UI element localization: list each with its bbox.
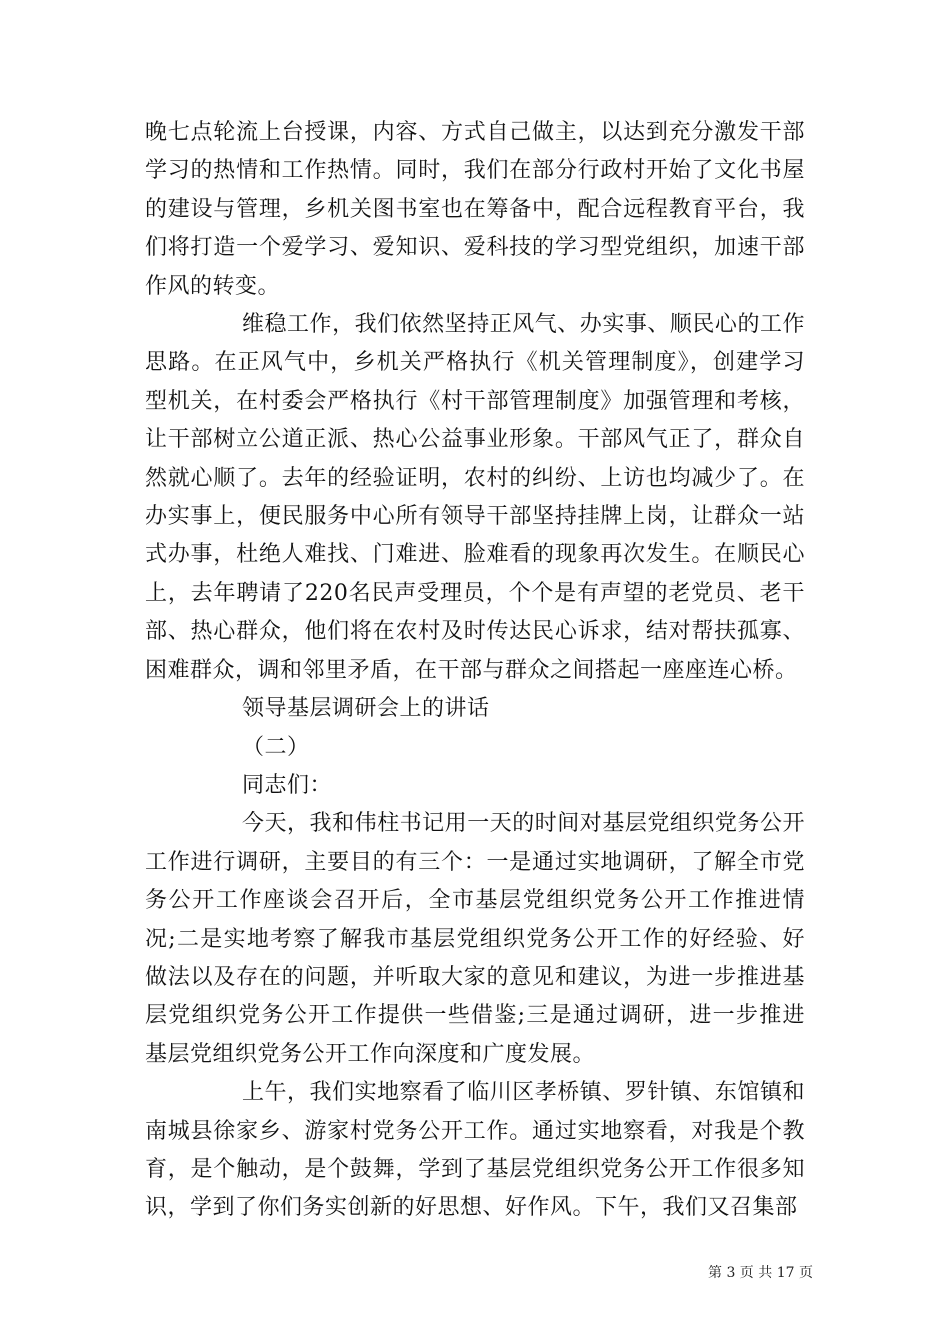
salutation: 同志们： bbox=[242, 772, 333, 798]
document-body bbox=[145, 114, 805, 1228]
paragraph-research-purpose: 今天，我和伟柱书记用一天的时间对基层党组织党务公开工作进行调研，主要目的有三个：一是通过实地调研，了解全市党务公开工作座谈会召开后，全市基层党组织党务公开工作推进情况;二是实地考察了解我市基层党组织党务公开工作的好经验、好做法以及存在的问题，并听取大家的意见和建议，为进一步推进基层党组织党务公开工作提供一些借鉴;三是通过调研，进一步推进基层党组织党务公开工作向深度和广度发展。 bbox=[145, 811, 805, 1067]
paragraph-continued-study: 晚七点轮流上台授课，内容、方式自己做主，以达到充分激发干部学习的热情和工作热情。同时，我们在部分行政村开始了文化书屋的建设与管理，乡机关图书室也在筹备中，配合远程教育平台，我们将打造一个爱学习、爱知识、爱科技的学习型党组织，加速干部作风的转变。 bbox=[145, 120, 805, 299]
page-number-footer: 第 3 页 共 17 页 bbox=[708, 1265, 813, 1281]
section-number: （二） bbox=[242, 734, 310, 760]
paragraph-morning-visit: 上午，我们实地察看了临川区孝桥镇、罗针镇、东馆镇和南城县徐家乡、游家村党务公开工作。通过实地察看，对我是个教育，是个触动，是个鼓舞，学到了基层党组织党务公开工作很多知识，学到了你们务实创新的好思想、好作风。下午，我们又召集部 bbox=[145, 1080, 805, 1221]
paragraph-stability-work: 维稳工作，我们依然坚持正风气、办实事、顺民心的工作思路。在正风气中，乡机关严格执行《机关管理制度》，创建学习型机关，在村委会严格执行《村干部管理制度》加强管理和考核，让干部树立公道正派、热心公益事业形象。干部风气正了，群众自然就心顺了。去年的经验证明，农村的纠纷、上访也均减少了。在办实事上，便民服务中心所有领导干部坚持挂牌上岗，让群众一站式办事，杜绝人难找、门难进、脸难看的现象再次发生。在顺民心上，去年聘请了220名民声受理员，个个是有声望的老党员、老干部、热心群众，他们将在农村及时传达民心诉求，结对帮扶孤寡、困难群众，调和邻里矛盾，在干部与群众之间搭起一座座连心桥。 bbox=[145, 312, 805, 683]
section-title: 领导基层调研会上的讲话 bbox=[242, 696, 490, 722]
